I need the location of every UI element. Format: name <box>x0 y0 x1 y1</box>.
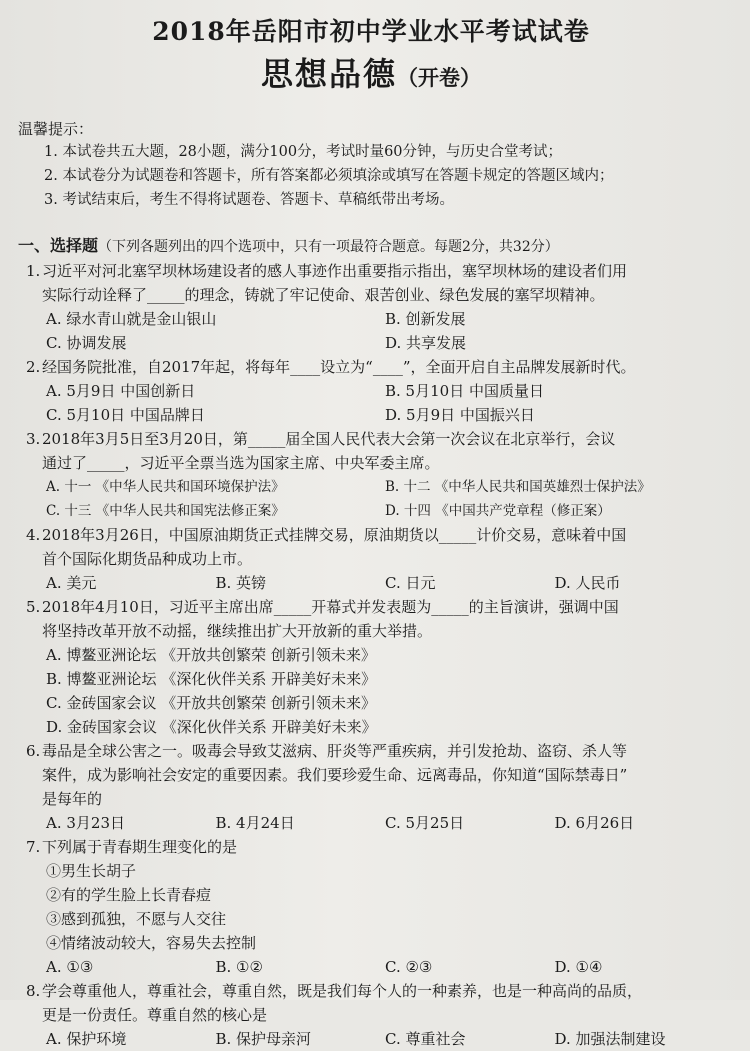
option-a: A. 博鳌亚洲论坛 《开放共创繁荣 创新引领未来》 <box>46 646 376 664</box>
option-c: C. ②③ <box>385 958 433 976</box>
question-7 <box>18 835 724 979</box>
section-heading <box>18 234 724 259</box>
option-c: C. 十三 《中华人民共和国宪法修正案》 <box>46 503 285 519</box>
option-d: D. 6月26日 <box>554 814 635 832</box>
question-text: 经国务院批准，自2017年起，将每年____设立为“____”，全面开启自主品牌发展新时代。 <box>42 358 636 376</box>
option-a: A. 美元 <box>46 574 97 592</box>
option-a: A. 3月23日 <box>46 814 125 832</box>
question-3 <box>18 427 724 523</box>
option-d: D. 十四 《中国共产党章程（修正案） <box>385 503 611 519</box>
notice-item: 1. 本试卷共五大题，28小题，满分100分，考试时量60分钟，与历史合堂考试； <box>44 144 563 160</box>
options <box>18 379 724 427</box>
question-text: 首个国际化期货品种成功上市。 <box>42 550 253 568</box>
notice-list <box>18 140 724 212</box>
question-text: 是每年的 <box>42 790 103 808</box>
notice-item: 2. 本试卷分为试题卷和答题卡，所有答案都必须填涂或填写在答题卡规定的答题区域内； <box>44 168 614 184</box>
options <box>18 955 724 979</box>
question-text: 学会尊重他人，尊重社会，尊重自然，既是我们每个人的一种素养，也是一种高尚的品质， <box>42 982 643 1000</box>
question-number: 4. <box>26 526 41 544</box>
question-8 <box>18 979 724 1051</box>
notice-heading: 温馨提示： <box>18 120 94 138</box>
statement-item: ③感到孤独，不愿与人交往 <box>46 910 227 928</box>
option-b: B. 创新发展 <box>385 310 466 328</box>
statement-item: ②有的学生脸上长青春痘 <box>46 886 212 904</box>
question-5 <box>18 595 724 739</box>
subject-title <box>18 52 724 100</box>
options <box>18 307 724 355</box>
option-b: B. 5月10日 中国质量日 <box>385 382 544 400</box>
option-b: B. ①② <box>215 958 263 976</box>
question-text: 2018年3月26日，中国原油期货正式挂牌交易，原油期货以_____计价交易，意味着中国 <box>42 526 627 544</box>
section-title: 一、选择题 <box>18 236 99 255</box>
subject-note: （开卷） <box>397 65 481 90</box>
options <box>18 1027 724 1051</box>
option-d: D. 5月9日 中国振兴日 <box>385 406 535 424</box>
statement-item: ①男生长胡子 <box>46 862 137 880</box>
subject-name: 思想品德 <box>260 55 397 93</box>
question-number: 6. <box>26 742 41 760</box>
question-text: 习近平对河北塞罕坝林场建设者的感人事迹作出重要指示指出，塞罕坝林场的建设者们用 <box>42 262 628 280</box>
question-text: 案件，成为影响社会安定的重要因素。我们要珍爱生命、远离毒品，你知道“国际禁毒日” <box>42 766 628 784</box>
question-text: 2018年3月5日至3月20日，第_____届全国人民代表大会第一次会议在北京举行，会议 <box>42 430 616 448</box>
question-4 <box>18 523 724 595</box>
option-a: A. ①③ <box>46 958 94 976</box>
option-c: C. 日元 <box>385 574 436 592</box>
question-number: 5. <box>26 598 41 616</box>
option-d: D. 加强法制建设 <box>554 1030 666 1048</box>
option-a: A. 绿水青山就是金山银山 <box>46 310 217 328</box>
option-b: B. 博鳌亚洲论坛 《深化伙伴关系 开辟美好未来》 <box>46 670 377 688</box>
question-text: 2018年4月10日，习近平主席出席_____开幕式并发表题为_____的主旨演讲，强调中国 <box>42 598 619 616</box>
option-b: B. 英镑 <box>215 574 267 592</box>
options <box>18 811 724 835</box>
question-6 <box>18 739 724 835</box>
option-d: D. 金砖国家会议 《深化伙伴关系 开辟美好未来》 <box>46 718 377 736</box>
option-d: D. ①④ <box>554 958 603 976</box>
option-d: D. 人民币 <box>554 574 621 592</box>
options <box>18 475 724 523</box>
question-text: 通过了_____，习近平全票当选为国家主席、中央军委主席。 <box>42 454 440 472</box>
question-2 <box>18 355 724 427</box>
question-text: 下列属于青春期生理变化的是 <box>42 838 238 856</box>
option-c: C. 尊重社会 <box>385 1030 466 1048</box>
option-d: D. 共享发展 <box>385 334 467 352</box>
question-number: 3. <box>26 430 41 448</box>
question-text: 将坚持改革开放不动摇，继续推出扩大开放新的重大举措。 <box>42 622 433 640</box>
option-a: A. 5月9日 中国创新日 <box>46 382 196 400</box>
question-text: 实际行动诠释了_____的理念，铸就了牢记使命、艰苦创业、绿色发展的塞罕坝精神。 <box>42 286 605 304</box>
option-c: C. 协调发展 <box>46 334 127 352</box>
question-text: 毒品是全球公害之一。吸毒会导致艾滋病、肝炎等严重疾病，并引发抢劫、盗窃、杀人等 <box>42 742 628 760</box>
option-a: A. 十一 《中华人民共和国环境保护法》 <box>46 479 285 495</box>
option-b: B. 4月24日 <box>215 814 295 832</box>
option-c: C. 5月25日 <box>385 814 465 832</box>
option-b: B. 十二 《中华人民共和国英雄烈士保护法》 <box>385 479 651 495</box>
options <box>18 571 724 595</box>
notice-item: 3. 考试结束后，考生不得将试题卷、答题卡、草稿纸带出考场。 <box>44 192 454 208</box>
option-b: B. 保护母亲河 <box>215 1030 312 1048</box>
question-number: 8. <box>26 982 41 1000</box>
option-c: C. 金砖国家会议 《开放共创繁荣 创新引领未来》 <box>46 694 377 712</box>
question-number: 2. <box>26 358 41 376</box>
option-c: C. 5月10日 中国品牌日 <box>46 406 205 424</box>
exam-title: 2018年岳阳市初中学业水平考试试卷 <box>152 17 590 46</box>
question-number: 1. <box>26 262 41 280</box>
question-1 <box>18 259 724 355</box>
option-a: A. 保护环境 <box>46 1030 127 1048</box>
options <box>18 643 724 739</box>
question-text: 更是一份责任。尊重自然的核心是 <box>42 1006 268 1024</box>
section-description: （下列各题列出的四个选项中，只有一项最符合题意。每题2分，共32分） <box>98 239 559 255</box>
question-number: 7. <box>26 838 41 856</box>
statement-item: ④情绪波动较大，容易失去控制 <box>46 934 257 952</box>
